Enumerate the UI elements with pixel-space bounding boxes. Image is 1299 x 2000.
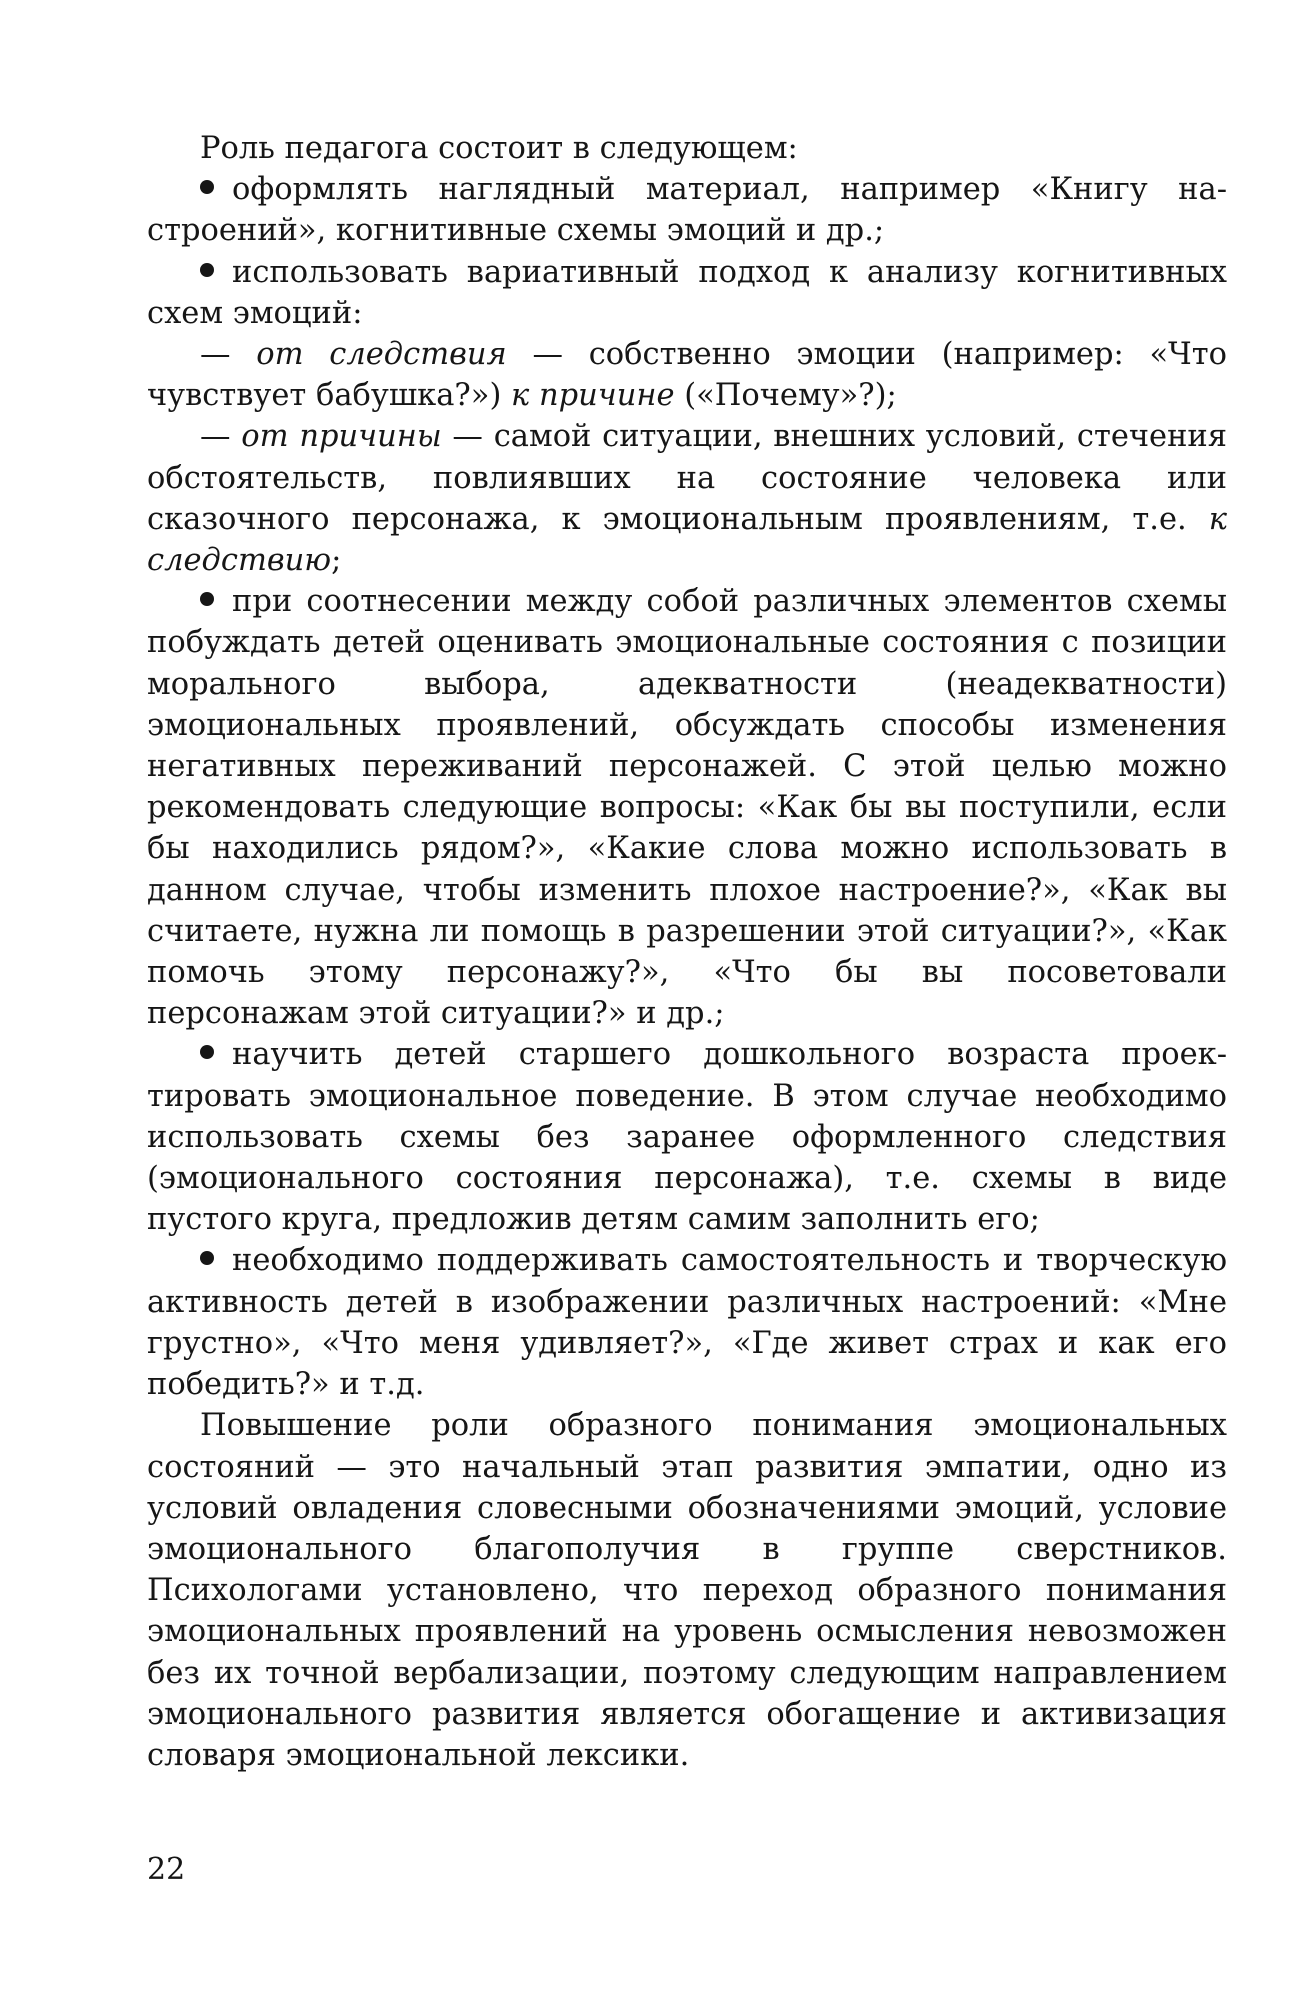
bullet-item-5: [147, 1240, 1227, 1405]
italic-term: от причины: [241, 419, 442, 455]
bullet-icon: [200, 180, 214, 194]
page-body: [147, 128, 1227, 1776]
bullet-item-4: [147, 1034, 1227, 1240]
bullet-item-2: [147, 252, 1227, 334]
dash-item-2: [147, 416, 1227, 581]
dash-text: — самой ситуации, внешних условий, стечения обстоятельств, повлиявших на состояние человека или сказочного персонажа, к эмоциональным проявлениям, т.е.: [147, 419, 1227, 537]
page-number: 22: [147, 1852, 186, 1887]
bullet-text-5: необходимо поддерживать самостоятельность и творческую активность детей в изображении различных настроений: «Мне грустно», «Что меня удивляет?», «Где живет страх и как его победить?» и т.д.: [147, 1243, 1227, 1403]
dash-lead: —: [200, 337, 257, 373]
dash-text: — собственно эмоции (например: «Что чувствует бабушка?»): [147, 337, 1227, 414]
bullet-icon: [200, 1251, 214, 1265]
bullet-text-3: при соотнесении между собой различных элементов схемы побуждать детей оценивать эмоциональные состояния с позиции морального выбора, адекватности (неадекватности) эмоциональных проявлений, обсуждать способы изменения негативных переживаний персонажей. С этой целью можно рекомендовать следующие вопросы: «Как бы вы поступили, если бы находились рядом?», «Какие слова можно использовать в данном случае, чтобы изменить плохое настроение?», «Как вы считаете, нужна ли помощь в разрешении этой ситуации?», «Как помочь этому персонажу?», «Что бы вы посоветовали персонажам этой ситуации?» и др.;: [147, 584, 1227, 1032]
bullet-icon: [200, 1045, 214, 1059]
dash-lead: —: [200, 419, 242, 455]
intro-paragraph: Роль педагога состоит в следующем:: [200, 131, 798, 166]
bullet-text-4: научить детей старшего дошкольного возраста проектировать эмоциональное поведение. В этом случае необходимо использовать схемы без заранее оформленного следствия (эмоционального состояния персонажа), т.е. схемы в виде пустого круга, предложив детям самим заполнить его;: [147, 1037, 1227, 1238]
italic-term: к причине: [511, 378, 675, 414]
dash-text: («Почему»?);: [674, 378, 897, 414]
bullet-item-3: [147, 581, 1227, 1034]
bullet-text-2: использовать вариативный подход к анализу когнитивных схем эмоций:: [147, 254, 1227, 331]
italic-term: к следствию: [147, 501, 1227, 579]
dash-item-1: [147, 334, 1227, 416]
bullet-icon: [200, 263, 214, 277]
closing-paragraph: Повышение роли образного понимания эмоциональных состояний — это начальный этап развития эмпатии, одно из условий овладения словесными обозначениями эмоций, условие эмоционального благополучия в группе сверстников. Психологами установлено, что переход образного понимания эмоциональных проявлений на уровень осмысления невозможен без их точной вербализации, поэтому следующим направлением эмоционального развития является обогащение и активизация словаря эмоциональной лексики.: [147, 1408, 1227, 1773]
bullet-text-1: оформлять наглядный материал, например «Книгу настроений», когнитивные схемы эмоций и др.;: [147, 172, 1227, 249]
italic-term: от следствия: [256, 337, 507, 373]
bullet-icon: [200, 592, 214, 606]
dash-text: ;: [331, 543, 342, 579]
bullet-item-1: [147, 169, 1227, 251]
